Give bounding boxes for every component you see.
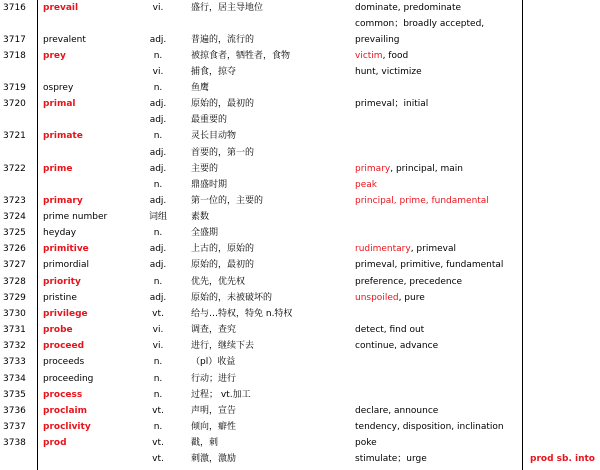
chinese-definition: 第一位的，主要的: [191, 196, 264, 206]
synonym-segment: continue, advance: [355, 341, 439, 351]
headword: pristine: [43, 293, 77, 303]
headword: proceed: [43, 341, 85, 351]
entry-number: 3724: [3, 212, 26, 222]
table-row: [0, 306, 600, 322]
table-row: [0, 48, 600, 64]
table-row: [0, 128, 600, 144]
table-row: [0, 209, 600, 225]
part-of-speech: vi.: [152, 3, 164, 13]
synonym-segment: rudimentary: [355, 244, 411, 254]
table-row: [0, 193, 600, 209]
table-row: [0, 419, 600, 435]
part-of-speech: vi.: [152, 325, 164, 335]
chinese-definition: 倾向，癖性: [191, 422, 237, 432]
synonym-segment: poke: [355, 438, 377, 448]
part-of-speech: adj.: [149, 115, 167, 125]
headword: prod: [43, 438, 67, 448]
chinese-definition: 原始的，未被破坏的: [191, 293, 273, 303]
entry-number: 3731: [3, 325, 26, 335]
table-row: [0, 225, 600, 241]
chinese-definition: 过程； vt.加工: [191, 390, 251, 400]
synonym-segment: victim: [355, 51, 383, 61]
part-of-speech: vi.: [152, 341, 164, 351]
entry-number: 3729: [3, 293, 26, 303]
synonyms: [355, 290, 425, 306]
table-row: [0, 16, 600, 32]
table-row: [0, 371, 600, 387]
synonyms: [355, 451, 427, 467]
table-row: [0, 0, 600, 16]
synonym-segment: tendency, disposition, inclination: [355, 422, 504, 432]
chinese-definition: 主要的: [191, 164, 219, 174]
synonyms: [355, 64, 422, 80]
synonym-segment: preference, precedence: [355, 277, 463, 287]
synonym-segment: prevailing: [355, 35, 400, 45]
synonyms: [355, 96, 428, 112]
part-of-speech: adj.: [149, 35, 167, 45]
headword: primitive: [43, 244, 89, 254]
synonyms: [355, 16, 484, 32]
synonyms: [355, 274, 462, 290]
chinese-definition: 调查，查究: [191, 325, 237, 335]
synonyms: [355, 48, 408, 64]
synonym-segment: primary: [355, 164, 391, 174]
chinese-definition: 行动；进行: [191, 374, 237, 384]
headword: osprey: [43, 83, 74, 93]
headword: prime: [43, 164, 73, 174]
table-row: [0, 112, 600, 128]
synonym-segment: detect, find out: [355, 325, 425, 335]
synonyms: [355, 32, 400, 48]
headword: proclivity: [43, 422, 91, 432]
table-row: [0, 451, 600, 467]
chinese-definition: 最重要的: [191, 115, 228, 125]
table-row: [0, 322, 600, 338]
part-of-speech: n.: [153, 277, 163, 287]
synonym-segment: primeval；initial: [355, 99, 429, 109]
part-of-speech: vt.: [152, 438, 164, 448]
table-row: [0, 241, 600, 257]
part-of-speech: n.: [153, 83, 163, 93]
headword: probe: [43, 325, 73, 335]
entry-number: 3735: [3, 390, 26, 400]
chinese-definition: 灵长目动物: [191, 131, 237, 141]
headword: heyday: [43, 228, 77, 238]
headword: proclaim: [43, 406, 88, 416]
part-of-speech: n.: [153, 374, 163, 384]
entry-number: 3716: [3, 3, 26, 13]
table-row: [0, 161, 600, 177]
part-of-speech: adj.: [149, 164, 167, 174]
synonyms: [355, 435, 377, 451]
headword: privilege: [43, 309, 88, 319]
chinese-definition: 普遍的，流行的: [191, 35, 255, 45]
chinese-definition: 首要的，第一的: [191, 148, 255, 158]
chinese-definition: 刺激，激励: [191, 454, 237, 464]
synonym-segment: unspoiled: [355, 293, 399, 303]
headword: primordial: [43, 260, 89, 270]
chinese-definition: 声明，宣告: [191, 406, 237, 416]
table-row: [0, 96, 600, 112]
headword: primate: [43, 131, 83, 141]
chinese-definition: 鱼鹰: [191, 83, 210, 93]
table-row: [0, 177, 600, 193]
entry-number: 3737: [3, 422, 26, 432]
table-row: [0, 64, 600, 80]
chinese-definition: 盛行，居主导地位: [191, 3, 264, 13]
entry-number: 3727: [3, 260, 26, 270]
chinese-definition: 上古的，原始的: [191, 244, 255, 254]
part-of-speech: 词组: [148, 212, 167, 222]
table-row: [0, 387, 600, 403]
entry-number: 3720: [3, 99, 26, 109]
synonym-segment: , principal, main: [390, 164, 463, 174]
usage-note: prod sb. into: [530, 454, 595, 464]
part-of-speech: n.: [153, 390, 163, 400]
synonyms: [355, 177, 377, 193]
entry-number: 3728: [3, 277, 26, 287]
table-row: [0, 80, 600, 96]
table-row: [0, 32, 600, 48]
part-of-speech: n.: [153, 131, 163, 141]
entry-number: 3721: [3, 131, 26, 141]
synonyms: [355, 338, 438, 354]
headword: prevail: [43, 3, 79, 13]
entry-number: 3726: [3, 244, 26, 254]
chinese-definition: 进行，继续下去: [191, 341, 255, 351]
chinese-definition: 全盛期: [191, 228, 219, 238]
synonym-segment: , pure: [398, 293, 425, 303]
synonym-segment: principal, prime, fundamental: [355, 196, 489, 206]
entry-number: 3722: [3, 164, 26, 174]
table-row: [0, 354, 600, 370]
synonyms: [355, 403, 438, 419]
table-row: [0, 257, 600, 273]
part-of-speech: adj.: [149, 244, 167, 254]
entry-number: 3732: [3, 341, 26, 351]
entry-number: 3723: [3, 196, 26, 206]
part-of-speech: n.: [153, 228, 163, 238]
part-of-speech: vt.: [152, 406, 164, 416]
entry-number: 3736: [3, 406, 26, 416]
part-of-speech: n.: [153, 51, 163, 61]
chinese-definition: 戳，刺: [191, 438, 219, 448]
entry-number: 3725: [3, 228, 26, 238]
chinese-definition: 优先，优先权: [191, 277, 246, 287]
table-row: [0, 435, 600, 451]
headword: primal: [43, 99, 76, 109]
headword: primary: [43, 196, 83, 206]
synonyms: [355, 193, 489, 209]
headword: prime number: [43, 212, 108, 222]
synonym-segment: declare, announce: [355, 406, 439, 416]
table-row: [0, 338, 600, 354]
headword: proceeds: [43, 357, 85, 367]
synonyms: [355, 419, 504, 435]
table-row: [0, 403, 600, 419]
part-of-speech: vt.: [152, 309, 164, 319]
synonym-segment: primeval, primitive, fundamental: [355, 260, 504, 270]
synonym-segment: stimulate；urge: [355, 454, 427, 464]
part-of-speech: adj.: [149, 148, 167, 158]
entry-number: 3730: [3, 309, 26, 319]
entry-number: 3719: [3, 83, 26, 93]
table-row: [0, 290, 600, 306]
chinese-definition: 鼎盛时期: [191, 180, 228, 190]
entry-number: 3738: [3, 438, 26, 448]
synonym-segment: peak: [355, 180, 377, 190]
synonyms: [355, 161, 463, 177]
part-of-speech: n.: [153, 357, 163, 367]
headword: priority: [43, 277, 81, 287]
synonym-segment: dominate, predominate: [355, 3, 462, 13]
chinese-definition: 素数: [191, 212, 210, 222]
headword: prey: [43, 51, 66, 61]
synonyms: [355, 0, 461, 16]
chinese-definition: 原始的，最初的: [191, 260, 255, 270]
headword: prevalent: [43, 35, 86, 45]
synonym-segment: hunt, victimize: [355, 67, 422, 77]
chinese-definition: 原始的，最初的: [191, 99, 255, 109]
entry-number: 3717: [3, 35, 26, 45]
part-of-speech: n.: [153, 180, 163, 190]
entry-number: 3718: [3, 51, 26, 61]
part-of-speech: adj.: [149, 293, 167, 303]
synonyms: [355, 257, 503, 273]
table-row: [0, 274, 600, 290]
chinese-definition: （pl）收益: [191, 357, 236, 367]
part-of-speech: n.: [153, 422, 163, 432]
part-of-speech: adj.: [149, 99, 167, 109]
headword: process: [43, 390, 83, 400]
table-row: [0, 145, 600, 161]
chinese-definition: 捕食，掠夺: [191, 67, 237, 77]
part-of-speech: adj.: [149, 196, 167, 206]
synonyms: [355, 241, 456, 257]
part-of-speech: adj.: [149, 260, 167, 270]
headword: proceeding: [43, 374, 94, 384]
entry-number: 3733: [3, 357, 26, 367]
part-of-speech: vt.: [152, 454, 164, 464]
chinese-definition: 被掠食者，牺牲者，食物: [191, 51, 291, 61]
chinese-definition: 给与…特权，特免 n.特权: [191, 309, 293, 319]
entry-number: 3734: [3, 374, 26, 384]
synonyms: [355, 322, 424, 338]
synonym-segment: common；broadly accepted,: [355, 19, 485, 29]
synonym-segment: , primeval: [410, 244, 456, 254]
synonym-segment: , food: [382, 51, 409, 61]
part-of-speech: vi.: [152, 67, 164, 77]
